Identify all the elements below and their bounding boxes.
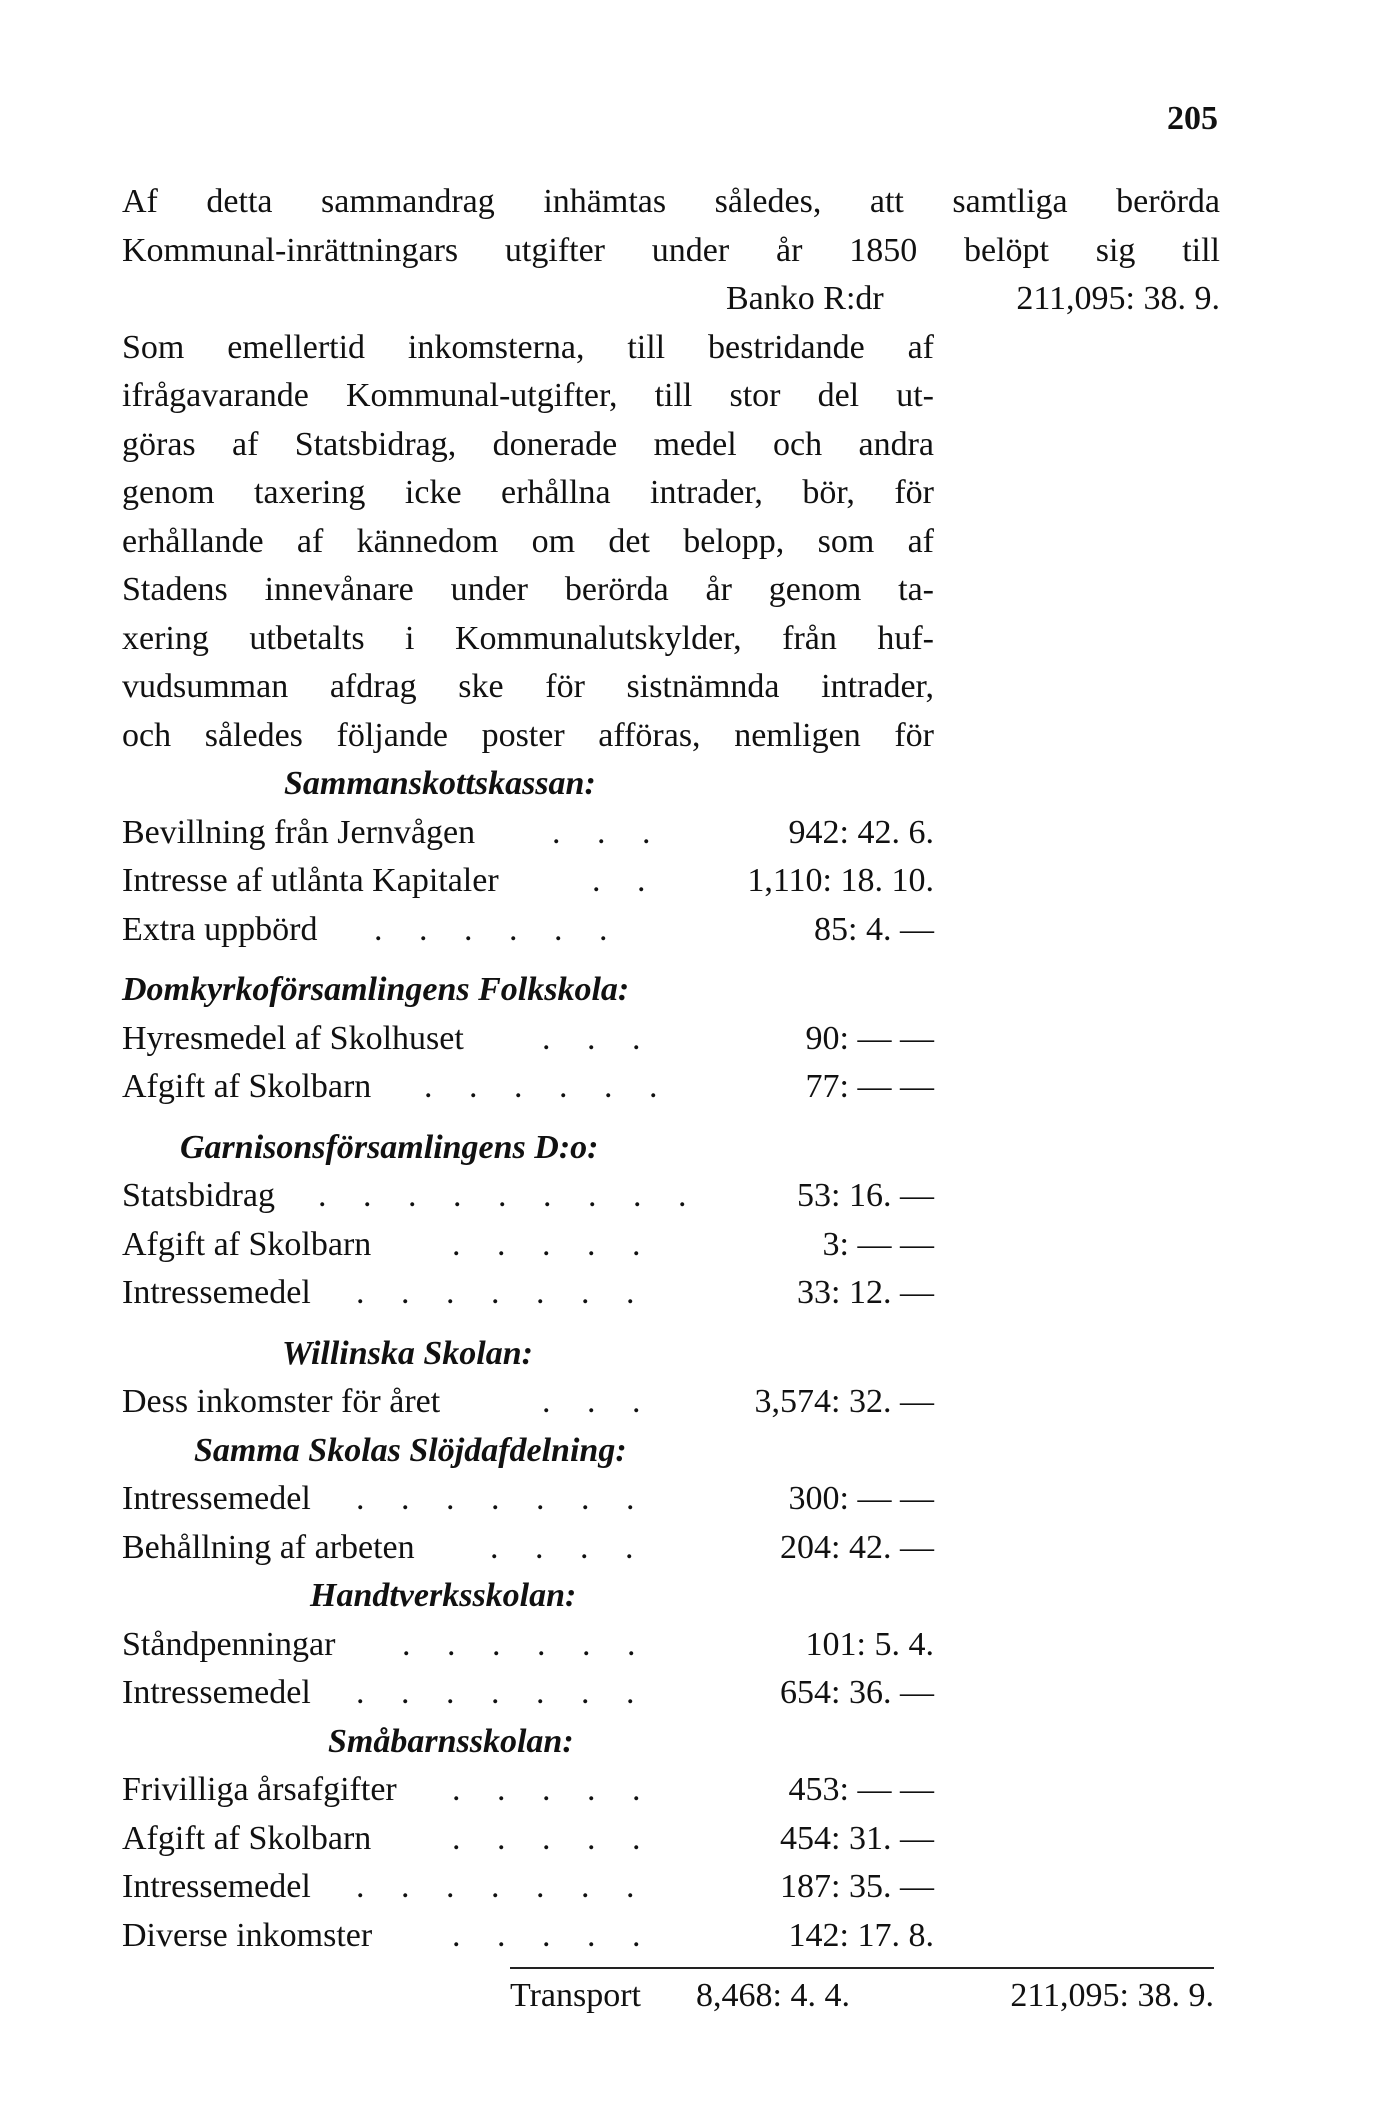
leader-dots: . . <box>592 862 660 899</box>
leader-dots: . . . . . <box>452 1225 655 1263</box>
item-label: Hyresmedel af Skolhuset <box>122 1019 464 1057</box>
item-amount: 33: 12. — <box>797 1274 934 1311</box>
item-label: Intressemedel <box>122 1868 311 1905</box>
leader-dots: . . . . <box>490 1528 648 1566</box>
item-amount: 77: — — <box>805 1068 934 1105</box>
intro-sum-line <box>122 275 1220 324</box>
ledger-row <box>122 1221 1222 1270</box>
leader-dots: . . . . . . . <box>356 1868 649 1905</box>
ledger-row <box>122 906 1222 955</box>
item-amount: 187: 35. — <box>780 1868 934 1905</box>
ledger-row <box>122 1815 1222 1864</box>
item-amount: 454: 31. — <box>780 1819 934 1857</box>
item-label: Behållning af arbeten <box>122 1528 415 1566</box>
item-label: Statsbidrag <box>122 1177 275 1214</box>
ledger-row <box>122 1766 1222 1815</box>
item-amount: 654: 36. — <box>780 1674 934 1711</box>
sum-amount: 211,095: 38. 9. <box>1016 280 1220 317</box>
ledger-row <box>122 1669 1222 1718</box>
text-block <box>122 178 1222 1960</box>
item-label: Frivilliga årsafgifter <box>122 1771 397 1808</box>
leader-dots: . . . <box>542 1019 655 1057</box>
intro-line-2: Kommunal-inrättningars utgifter under år 1850 belöpt sig till <box>122 231 1220 269</box>
section-heading: Samma Skolas Slöjdafdelning: <box>194 1431 627 1469</box>
paragraph-line-5: erhållande af kännedom om det belopp, som af <box>122 522 934 560</box>
total-rule <box>510 1967 1214 1969</box>
item-amount: 90: — — <box>805 1019 934 1057</box>
item-label: Intressemedel <box>122 1274 311 1311</box>
paragraph-line-1: Som emellertid inkomsterna, till bestridande af <box>122 328 934 366</box>
item-amount: 3,574: 32. — <box>754 1383 934 1420</box>
item-label: Intressemedel <box>122 1480 311 1517</box>
item-amount: 3: — — <box>822 1225 934 1263</box>
leader-dots: . . . <box>552 813 665 851</box>
leader-dots: . . . . . . . <box>356 1480 649 1517</box>
ledger-row <box>122 857 1222 906</box>
transport-label: Transport <box>510 1977 641 2014</box>
leader-dots: . . . <box>542 1383 655 1420</box>
item-amount: 204: 42. — <box>780 1528 934 1566</box>
ledger-row <box>122 1863 1222 1912</box>
leader-dots: . . . . . <box>452 1819 655 1857</box>
item-amount: 142: 17. 8. <box>788 1916 934 1954</box>
item-label: Afgift af Skolbarn <box>122 1068 372 1105</box>
section-heading-line <box>122 966 1222 1015</box>
leader-dots: . . . . . <box>452 1916 655 1954</box>
item-label: Extra uppbörd <box>122 910 318 948</box>
section-heading: Sammanskottskassan: <box>284 765 596 802</box>
section-heading: Handtverksskolan: <box>310 1577 577 1614</box>
ledger-row <box>122 1172 1222 1221</box>
ledger-row <box>122 1621 1222 1670</box>
intro-line-1: Af detta sammandrag inhämtas således, att samtliga berörda <box>122 183 1220 220</box>
item-label: Intressemedel <box>122 1674 311 1711</box>
item-label: Afgift af Skolbarn <box>122 1225 372 1263</box>
transport-line <box>510 1972 1214 2020</box>
ledger-row <box>122 1475 1222 1524</box>
page-number: 205 <box>1167 100 1218 137</box>
ledger-row <box>122 1912 1222 1961</box>
leader-dots: . . . . . . <box>374 910 622 948</box>
paragraph-line-9: och således följande poster afföras, nemligen för <box>122 716 934 754</box>
leader-dots: . . . . . . <box>424 1068 672 1105</box>
section-heading-line <box>122 1572 1222 1621</box>
section-heading-line <box>122 760 1222 809</box>
paragraph-line-2: ifrågavarande Kommunal-utgifter, till stor del ut- <box>122 377 934 414</box>
paragraph-line-3: göras af Statsbidrag, donerade medel och andra <box>122 425 934 463</box>
item-amount: 85: 4. — <box>814 910 934 948</box>
item-amount: 942: 42. 6. <box>788 813 934 851</box>
item-label: Bevillning från Jernvågen <box>122 813 476 851</box>
item-amount: 453: — — <box>788 1771 934 1808</box>
item-amount: 53: 16. — <box>797 1177 934 1214</box>
transport-amount: 8,468: 4. 4. <box>696 1977 850 2014</box>
section-heading-line <box>122 1124 1222 1173</box>
ledger-row <box>122 1524 1222 1573</box>
leader-dots: . . . . . . <box>402 1625 650 1663</box>
ledger-row <box>122 809 1222 858</box>
item-label: Dess inkomster för året <box>122 1383 441 1420</box>
section-heading: Garnisonsförsamlingens D:o: <box>180 1128 599 1166</box>
item-amount: 300: — — <box>788 1480 934 1517</box>
leader-dots: . . . . . . . <box>356 1274 649 1311</box>
ledger-row <box>122 1378 1222 1427</box>
section-heading: Småbarnsskolan: <box>328 1722 574 1760</box>
section-heading: Willinska Skolan: <box>282 1334 533 1372</box>
item-label: Afgift af Skolbarn <box>122 1819 372 1857</box>
paragraph-line-4: genom taxering icke erhållna intrader, bör, för <box>122 474 934 511</box>
paragraph-line-8: vudsumman afdrag ske för sistnämnda intrader, <box>122 668 934 705</box>
item-label: Diverse inkomster <box>122 1916 373 1954</box>
item-label: Ståndpenningar <box>122 1625 336 1663</box>
ledger-row <box>122 1015 1222 1064</box>
leader-dots: . . . . . <box>452 1771 655 1808</box>
section-heading-line <box>122 1718 1222 1767</box>
section-heading-line <box>122 1330 1222 1379</box>
item-amount: 101: 5. 4. <box>805 1625 934 1663</box>
leader-dots: . . . . . . . <box>356 1674 649 1711</box>
transport-total: 211,095: 38. 9. <box>1010 1977 1214 2014</box>
section-heading: Domkyrkoförsamlingens Folkskola: <box>122 971 630 1008</box>
sum-currency-label: Banko R:dr <box>726 280 884 317</box>
item-label: Intresse af utlånta Kapitaler <box>122 862 499 899</box>
item-amount: 1,110: 18. 10. <box>747 862 934 899</box>
paragraph-line-7: xering utbetalts i Kommunalutskylder, från huf- <box>122 619 934 657</box>
ledger-row <box>122 1063 1222 1112</box>
ledger-row <box>122 1269 1222 1318</box>
section-heading-line <box>122 1427 1222 1476</box>
paragraph-line-6: Stadens innevånare under berörda år genom ta- <box>122 571 934 608</box>
leader-dots: . . . . . . . . . <box>318 1177 701 1214</box>
